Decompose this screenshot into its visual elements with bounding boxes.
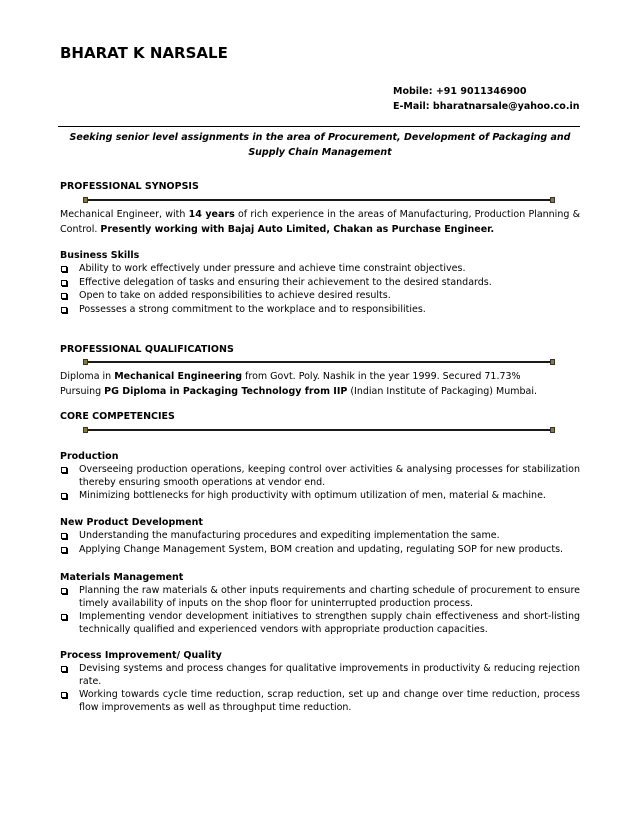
section-divider xyxy=(86,429,552,431)
npd-list xyxy=(60,530,580,557)
list-item: Understanding the manufacturing procedures and expediting implementation the same. xyxy=(60,530,580,543)
synopsis-text xyxy=(60,207,580,237)
materials-list xyxy=(60,585,580,637)
synopsis-intro: Mechanical Engineer, with xyxy=(60,209,189,220)
list-item: Possesses a strong commitment to the workplace and to responsibilities. xyxy=(60,304,580,317)
section-divider xyxy=(86,361,552,363)
checkbox-bullet-icon xyxy=(61,533,67,539)
candidate-name: BHARAT K NARSALE xyxy=(60,44,228,62)
section-title-synopsis: PROFESSIONAL SYNOPSIS xyxy=(60,181,199,192)
list-item: Overseeing production operations, keeping control over activities & analysing processes for stabilization thereby ensuring smooth operations at vendor end. xyxy=(60,464,580,489)
production-list xyxy=(60,464,580,504)
list-item: Minimizing bottlenecks for high productivity with optimum utilization of men, material & machine. xyxy=(60,490,580,503)
quality-list xyxy=(60,663,580,715)
checkbox-bullet-icon xyxy=(61,666,67,672)
checkbox-bullet-icon xyxy=(61,547,67,553)
list-item: Ability to work effectively under pressure and achieve time constraint objectives. xyxy=(60,263,580,276)
email-address: E-Mail: bharatnarsale@yahoo.co.in xyxy=(393,101,580,112)
experience-years: 14 years xyxy=(188,209,235,220)
checkbox-bullet-icon xyxy=(61,280,67,286)
business-skills-list xyxy=(60,263,580,317)
list-item: Planning the raw materials & other inputs requirements and charting schedule of procurement to ensure timely availability of inputs on the shop floor for uninterrupted production process. xyxy=(60,585,580,610)
qualification-diploma: Diploma in Mechanical Engineering from Govt. Poly. Nashik in the year 1999. Secured 71.73% xyxy=(60,371,521,382)
competency-title-npd: New Product Development xyxy=(60,517,203,528)
list-item: Applying Change Management System, BOM creation and updating, regulating SOP for new products. xyxy=(60,544,580,557)
checkbox-bullet-icon xyxy=(61,266,67,272)
mobile-number: Mobile: +91 9011346900 xyxy=(393,86,527,97)
qualification-pg-diploma: Pursuing PG Diploma in Packaging Technology from IIP (Indian Institute of Packaging) Mumbai. xyxy=(60,386,537,397)
checkbox-bullet-icon xyxy=(61,293,67,299)
checkbox-bullet-icon xyxy=(61,307,67,313)
list-item: Working towards cycle time reduction, scrap reduction, set up and change over time reduction, process flow improvements as well as throughput time reduction. xyxy=(60,689,580,714)
synopsis-areas: of rich experience in the areas of Manufacturing, Production Planning & Control. xyxy=(60,209,581,235)
section-title-competencies: CORE COMPETENCIES xyxy=(60,411,175,422)
list-item: Open to take on added responsibilities to achieve desired results. xyxy=(60,290,580,303)
checkbox-bullet-icon xyxy=(61,692,67,698)
checkbox-bullet-icon xyxy=(61,467,67,473)
checkbox-bullet-icon xyxy=(61,588,67,594)
list-item: Implementing vendor development initiatives to strengthen supply chain effectiveness and short-listing technically qualified and experienced vendors with appropriate production capacities. xyxy=(60,611,580,636)
business-skills-title: Business Skills xyxy=(60,250,140,261)
current-position: Presently working with Bajaj Auto Limited, Chakan as Purchase Engineer. xyxy=(100,224,495,235)
checkbox-bullet-icon xyxy=(61,493,67,499)
header-divider xyxy=(58,126,580,127)
competency-title-production: Production xyxy=(60,451,119,462)
section-title-qualifications: PROFESSIONAL QUALIFICATIONS xyxy=(60,344,234,355)
section-divider xyxy=(86,199,552,201)
list-item: Effective delegation of tasks and ensuring their achievement to the desired standards. xyxy=(60,277,580,290)
checkbox-bullet-icon xyxy=(61,614,67,620)
career-objective: Seeking senior level assignments in the area of Procurement, Development of Packaging and Supply Chain Management xyxy=(69,132,571,158)
competency-title-quality: Process Improvement/ Quality xyxy=(60,650,222,661)
competency-title-materials: Materials Management xyxy=(60,572,184,583)
list-item: Devising systems and process changes for qualitative improvements in productivity & reducing rejection rate. xyxy=(60,663,580,688)
